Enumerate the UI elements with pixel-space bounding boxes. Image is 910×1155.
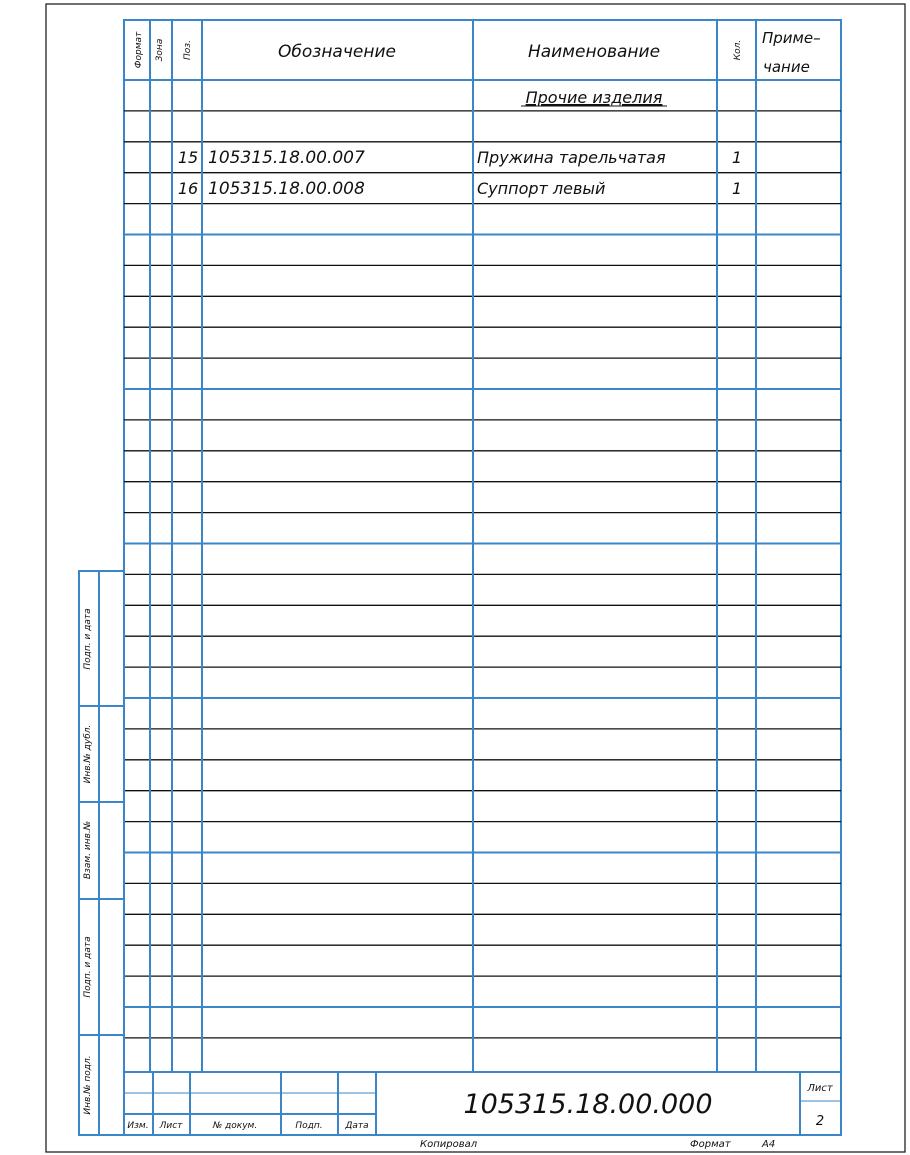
header-pos: Поз. [183, 40, 193, 60]
row-qty: 1 [731, 179, 743, 198]
side-label-podp-data-bottom: Подп. и дата [83, 936, 93, 998]
sheet-label: Лист [807, 1083, 833, 1094]
header-qty: Кол. [733, 39, 743, 61]
document-code: 105315.18.00.000 [463, 1089, 713, 1120]
side-label-vzam-inv: Взам. инв.№ [83, 820, 93, 880]
tb-podp: Подп. [295, 1121, 323, 1131]
header-note-line2: чание [763, 58, 810, 76]
tb-doc-no: № докум. [212, 1121, 258, 1131]
tb-data: Дата [345, 1121, 369, 1131]
page-border [46, 4, 905, 1152]
header-note-line1: Приме– [762, 29, 821, 47]
row-name: Пружина тарельчатая [477, 148, 666, 167]
footer-format-value: А4 [762, 1139, 776, 1150]
tb-izm: Изм. [127, 1121, 149, 1131]
row-designation: 105315.18.00.007 [208, 148, 365, 168]
header-name: Наименование [527, 42, 661, 62]
side-label-podp-data-top: Подп. и дата [83, 608, 93, 670]
sheet-number: 2 [815, 1114, 825, 1129]
header-zone: Зона [155, 38, 165, 62]
table-row [178, 148, 742, 168]
side-label-inv-dubl: Инв.№ дубл. [83, 724, 93, 784]
header-format: Формат [134, 31, 144, 69]
row-pos: 16 [177, 179, 199, 198]
side-label-inv-podl: Инв.№ подл. [83, 1055, 93, 1115]
footer-copied: Копировал [420, 1139, 478, 1150]
header-designation: Обозначение [278, 42, 396, 62]
tb-list: Лист [159, 1121, 183, 1131]
row-qty: 1 [731, 148, 743, 167]
row-lines [124, 111, 841, 1038]
section-title: Прочие изделия [525, 88, 663, 107]
row-pos: 15 [177, 148, 199, 167]
row-designation: 105315.18.00.008 [208, 179, 365, 199]
footer-format-label: Формат [690, 1139, 731, 1150]
row-name: Суппорт левый [477, 179, 606, 198]
table-row [178, 179, 742, 199]
